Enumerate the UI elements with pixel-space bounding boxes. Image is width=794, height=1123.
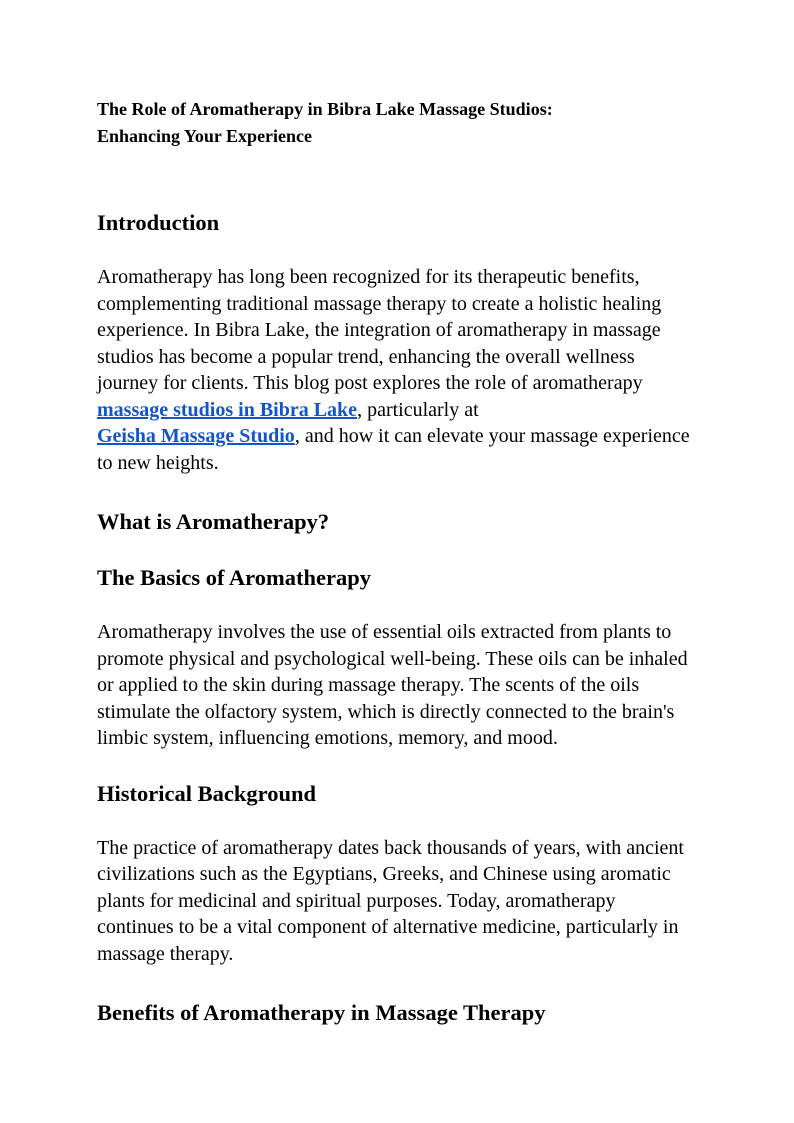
geisha-massage-studio-link[interactable]: Geisha Massage Studio	[97, 425, 295, 447]
massage-studios-bibra-lake-link[interactable]: massage studios in Bibra Lake	[97, 398, 358, 421]
basics-paragraph: Aromatherapy involves the use of essential oils extracted from plants to promote physical and psychological well-being. These oils can be inhaled or applied to the skin during massage therapy. The scents of the oils stimulate the olfactory system, which is directly connected to the brain's limbic system, influencing emotions, memory, and mood.	[97, 621, 688, 749]
historical-background-heading: Historical Background	[97, 780, 316, 806]
intro-text-1: Aromatherapy has long been recognized for its therapeutic benefits, complementing traditional massage therapy to create a holistic healing experience. In Bibra Lake, the integration of aromatherapy in massage studios has become a popular trend, enhancing the overall wellness journey for clients. This blog post explores the role of aromatherapy	[97, 266, 662, 394]
introduction-paragraph	[97, 264, 697, 476]
introduction-heading: Introduction	[97, 210, 220, 235]
basics-heading: The Basics of Aromatherapy	[97, 565, 371, 590]
document-page	[97, 96, 697, 1027]
title-line-2: Enhancing Your Experience	[97, 125, 313, 146]
benefits-heading: Benefits of Aromatherapy in Massage Therapy	[97, 1000, 546, 1025]
intro-text-2: , particularly at	[357, 398, 479, 421]
historical-background-paragraph: The practice of aromatherapy dates back thousands of years, with ancient civilizations such as the Egyptians, Greeks, and Chinese using aromatic plants for medicinal and spiritual purposes. Today, aromatherapy continues to be a vital component of alternative medicine, particularly in massage therapy.	[97, 836, 684, 965]
what-is-aromatherapy-heading: What is Aromatherapy?	[97, 509, 330, 534]
intro-text-3: , and how it can elevate your massage experience to new heights.	[97, 425, 690, 474]
document-title	[97, 96, 697, 149]
title-line-1: The Role of Aromatherapy in Bibra Lake Massage Studios:	[97, 99, 553, 119]
